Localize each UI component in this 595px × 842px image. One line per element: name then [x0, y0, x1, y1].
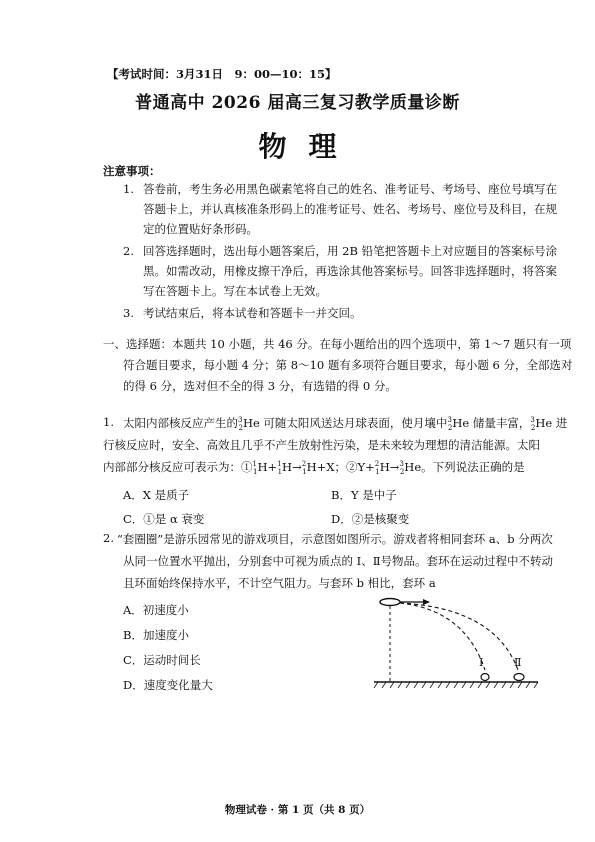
- helium-3-symbol: $^3_2$: [399, 460, 405, 477]
- q2-option-a: A．初速度小: [123, 603, 189, 617]
- helium-3-symbol: $^3_2$: [530, 416, 536, 433]
- q2-line-1: “套圈圈”是游乐园常见的游戏项目，示意图如图所示。游戏者将相同套环 a、b 分两次: [117, 532, 553, 546]
- note-3-line-1: 考试结束后，将本试卷和答题卡一并交回。: [143, 306, 362, 320]
- note-3-number: 3.: [123, 306, 134, 320]
- hydrogen-2-symbol: $^2_1$: [301, 460, 307, 477]
- q2-number: 2.: [103, 531, 114, 545]
- velocity-arrow-head: [423, 599, 430, 605]
- q1-line-3-part-a: 内部部分核反应可表示为：①: [103, 460, 253, 474]
- q2-option-c: C．运动时间长: [123, 653, 201, 667]
- q1-option-d: D．②是核聚变: [331, 512, 410, 526]
- q1-line-1-part-c: He 储量丰富，: [452, 416, 531, 430]
- hydrogen-1-symbol: $^1_1$: [252, 460, 258, 477]
- note-2-line-2: 黑。如需改动，用橡皮擦干净后，再选涂其他答案标号。回答非选择题时，将答案: [143, 264, 557, 278]
- q1-line-3-part-c: He。下列说法正确的是: [404, 460, 525, 474]
- q1-line-1-part-a: 太阳内部核反应产生的: [123, 416, 238, 430]
- ring-toss-figure: [360, 590, 540, 695]
- exam-title: 普通高中 2026 届高三复习教学质量诊断: [135, 93, 460, 113]
- section-1-line-2: 符合题目要求，每小题 4 分；第 8～10 题有多项符合题目要求，每小题 6 分，全部选对: [123, 358, 573, 372]
- q1-option-b: B．Y 是中子: [331, 488, 397, 502]
- helium-3-symbol: $^3_2$: [447, 416, 453, 433]
- note-1-line-3: 定的位置贴好条形码。: [143, 222, 258, 236]
- note-2-number: 2.: [123, 244, 134, 258]
- note-1-line-2: 答题卡上，并认真核准条形码上的准考证号、姓名、考场号、座位号及科目，在规: [143, 202, 557, 216]
- section-1-line-3: 的得 6 分，选对但不全的得 3 分，有选错的得 0 分。: [123, 379, 397, 393]
- ground-hatching: [374, 682, 538, 688]
- section-1-line-1: 一、选择题：本题共 10 小题，共 46 分。在每小题给出的四个选项中，第 1～7 题只有一项: [103, 337, 572, 351]
- ring-ellipse: [380, 599, 400, 606]
- q2-option-b: B．加速度小: [123, 628, 189, 642]
- q1-line-1-part-d: He 进: [535, 416, 568, 430]
- trajectory-b: [400, 603, 518, 670]
- q1-option-c: C．①是 α 衰变: [123, 512, 205, 526]
- q1-number: 1.: [103, 415, 114, 429]
- subject-title: 物理: [258, 130, 359, 163]
- label-object-1: Ⅰ: [479, 656, 484, 669]
- note-1-line-1: 答卷前，考生务必用黑色碳素笔将自己的姓名、准考证号、考场号、座位号填写在: [143, 182, 557, 196]
- page-footer: 物理试卷 · 第 1 页（共 8 页）: [224, 804, 371, 816]
- q1-line-3: 内部部分核反应可表示为：①$^1_1$H+$^1_1$H→$^2_1$H+X；②Y+$^2_1$H→$^3_2$He。下列说法正确的是: [103, 460, 525, 477]
- helium-3-symbol: $^3_2$: [238, 416, 243, 433]
- q1-line-3-part-b: H+X；②: [306, 460, 358, 474]
- object-1: [481, 674, 489, 681]
- q1-line-1: [123, 415, 567, 432]
- notes-heading: 注意事项：: [103, 164, 161, 178]
- exam-time: 【考试时间：3月31日 9：00—10：15】: [107, 67, 337, 81]
- q1-line-2: 行核反应时，安全、高效且几乎不产生放射性污染，是未来较为理想的清洁能源。太阳: [103, 438, 540, 452]
- q2-line-3: 且环面始终保持水平，不计空气阻力。与套环 b 相比，套环 a: [123, 576, 436, 590]
- q2-option-d: D．速度变化量大: [123, 678, 213, 692]
- object-2: [514, 674, 524, 681]
- note-2-line-1: 回答选择题时，选出每小题答案后，用 2B 铅笔把答题卡上对应题目的答案标号涂: [143, 244, 558, 258]
- hydrogen-2-symbol: $^2_1$: [374, 460, 380, 477]
- note-1-number: 1.: [123, 182, 134, 196]
- trajectory-a: [400, 603, 485, 670]
- label-object-2: Ⅱ: [514, 656, 522, 669]
- q1-line-1-part-b: He 可随太阳风送达月球表面，使月壤中: [242, 416, 448, 430]
- hydrogen-1-symbol: $^1_1$: [277, 460, 283, 477]
- q2-line-2: 从同一位置水平抛出，分别套中可视为质点的 Ⅰ、Ⅱ号物品。套环在运动过程中不转动: [123, 554, 554, 568]
- q1-option-a: A．X 是质子: [123, 488, 190, 502]
- note-2-line-3: 写在答题卡上。写在本试卷上无效。: [143, 284, 327, 298]
